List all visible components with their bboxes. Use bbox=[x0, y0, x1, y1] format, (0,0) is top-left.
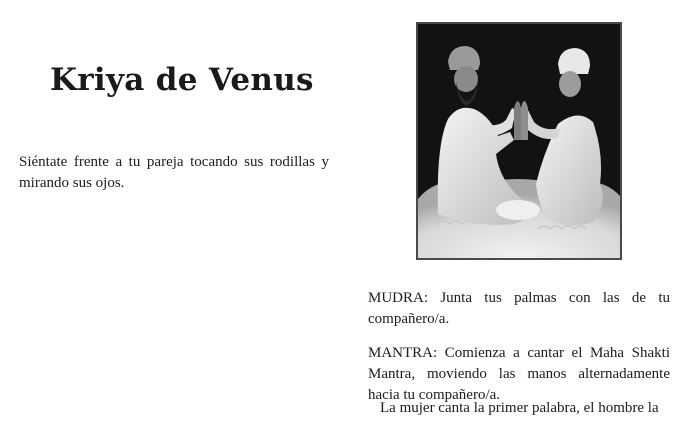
page-title: Kriya de Venus bbox=[50, 62, 314, 98]
intro-paragraph: Siéntate frente a tu pareja tocando sus rodillas y mirando sus ojos. bbox=[19, 154, 329, 191]
mudra-paragraph: MUDRA: Junta tus palmas con las de tu compañero/a. bbox=[368, 290, 670, 327]
couple-photo-icon bbox=[418, 24, 620, 258]
chant-paragraph: La mujer canta la primer palabra, el hombre la bbox=[380, 400, 659, 416]
mantra-paragraph: MANTRA: Comienza a cantar el Maha Shakti Mantra, moviendo las manos alternadamente hacia tu compañero/a. bbox=[368, 345, 670, 403]
couple-photo bbox=[416, 22, 622, 260]
